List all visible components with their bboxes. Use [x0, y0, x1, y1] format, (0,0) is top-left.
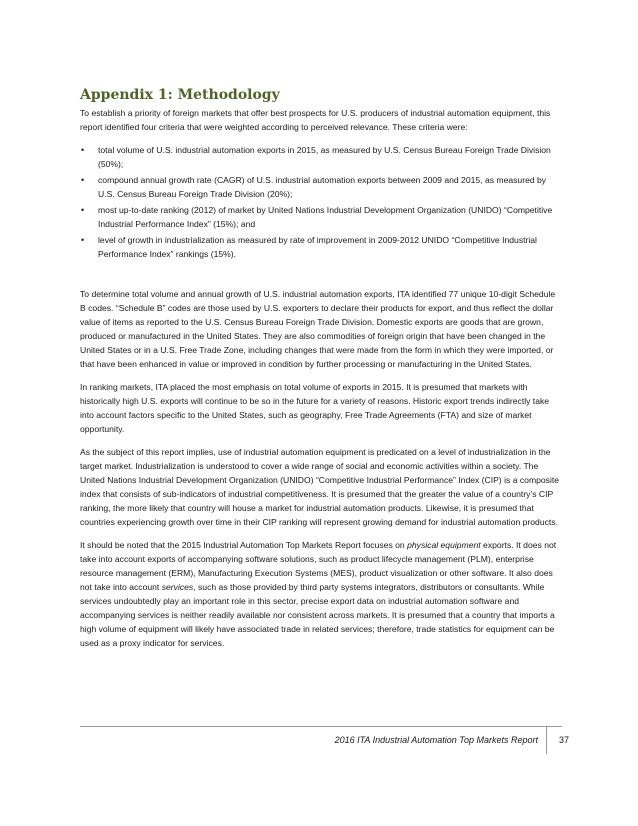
page-content	[80, 86, 560, 659]
criteria-item	[80, 143, 560, 171]
note-text-end: , such as those provided by third party systems integrators, distributors or consultants. While services undoubtedly play an important role in this sector, precise export data on industrial automation software and accompanying services is neither readily available nor consistent across markets. It is presumed that a country that imports a high volume of equipment will likely have associated trade in related services; therefore, trade statistics for equipment can be used as a proxy indicator for services.	[80, 582, 555, 648]
bullet-icon: •	[81, 235, 85, 245]
criteria-text: total volume of U.S. industrial automation exports in 2015, as measured by U.S. Census Bureau Foreign Trade Division (50%);	[98, 145, 551, 169]
cip-paragraph: As the subject of this report implies, use of industrial automation equipment is predicated on a level of industrialization in the target market. Industrialization is understood to cover a wide range of social and economic activities within a society. The United Nations Industrial Development Organization (UNIDO) “Competitive Industrial Performance” Index (CIP) is a composite index that consists of sub-indicators of industrial competitiveness. It is presumed that the greater the value of a country’s CIP ranking, the more likely that country will house a market for industrial automation products. Likewise, it is presumed that countries experiencing growth over time in their CIP ranking will represent growing demand for industrial automation products.	[80, 447, 560, 527]
note-emphasis-equipment: physical equipment	[407, 540, 481, 550]
ranking-paragraph: In ranking markets, ITA placed the most emphasis on total volume of exports in 2015. It is presumed that markets with historically high U.S. exports will continue to be so in the future for a variety of reasons. Historic export trends indirectly take into account factors specific to the United States, such as geography, Free Trade Agreements (FTA) and size of market opportunity.	[80, 382, 550, 434]
bullet-icon: •	[81, 145, 85, 155]
footer-rule	[80, 726, 562, 727]
spacer	[80, 273, 560, 287]
page-number: 37	[558, 735, 569, 745]
note-paragraph	[80, 538, 560, 650]
volume-paragraph: To determine total volume and annual growth of U.S. industrial automation exports, ITA identified 77 unique 10-digit Schedule B codes. “Schedule B” codes are those used by U.S. exporters to declare their products for export, and thus reflect the dollar value of items as reported to the U.S. Census Bureau Foreign Trade Division. Domestic exports are goods that are grown, produced or manufactured in the United States. They are also commodities of foreign origin that have been changed in the United States or in a U.S. Free Trade Zone, including changes that were made from the form in which they were imported, or that have been enhanced in value or improved in condition by further processing or manufacturing in the United States.	[80, 289, 556, 369]
intro-paragraph: To establish a priority of foreign markets that offer best prospects for U.S. producers of industrial automation equipment, this report identified four criteria that were weighted according to perceived relevance. These criteria were:	[80, 108, 551, 132]
note-emphasis-services: services	[161, 582, 194, 592]
criteria-text: most up-to-date ranking (2012) of market by United Nations Industrial Development Organization (UNIDO) “Competitive Industrial Performance Index” (15%); and	[98, 205, 553, 229]
bullet-icon: •	[81, 175, 85, 185]
note-text-start: It should be noted that the 2015 Industrial Automation Top Markets Report focuses on	[80, 540, 408, 550]
footer-report-title: 2016 ITA Industrial Automation Top Markets Report	[334, 735, 538, 745]
criteria-text: level of growth in industrialization as measured by rate of improvement in 2009-2012 UNIDO “Competitive Industrial Performance Index” rankings (15%).	[98, 235, 537, 259]
criteria-list	[80, 143, 560, 261]
note-text-middle: exports. It does not take into account exports of accompanying software solutions, such as product lifecycle management (PLM), enterprise resource management (ERM), Manufacturing Execution Systems (MES), product visualization or other software. It also does not take into account	[80, 540, 557, 592]
footer-divider	[546, 726, 547, 754]
criteria-item	[80, 173, 560, 201]
bullet-icon: •	[81, 205, 85, 215]
criteria-item	[80, 233, 560, 261]
criteria-text: compound annual growth rate (CAGR) of U.S. industrial automation exports between 2009 and 2015, as measured by U.S. Census Bureau Foreign Trade Division (20%);	[98, 175, 547, 199]
criteria-item	[80, 203, 560, 231]
appendix-heading: Appendix 1: Methodology	[80, 87, 280, 103]
